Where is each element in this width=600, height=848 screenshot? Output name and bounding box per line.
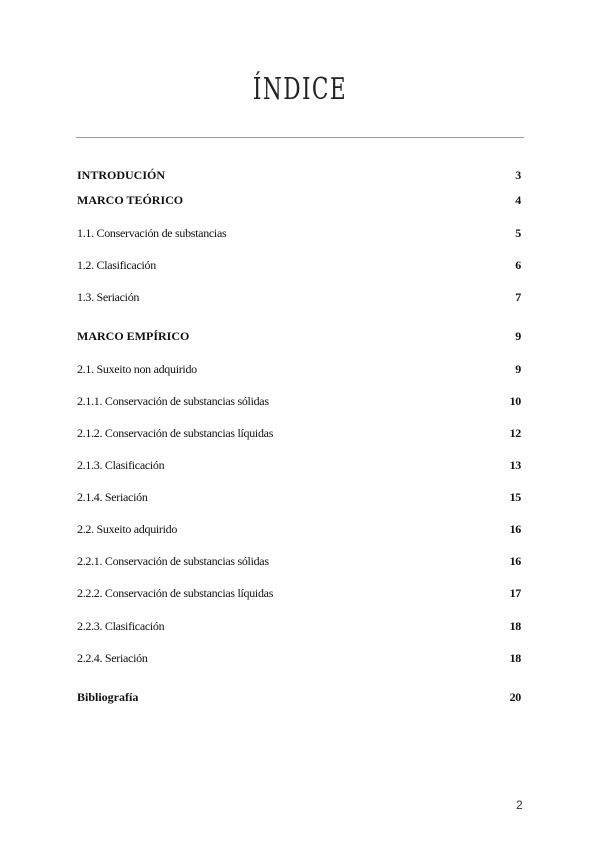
toc-row-2-1[interactable]	[77, 362, 521, 376]
toc-row-label: MARCO TEÓRICO	[77, 193, 184, 207]
toc-row-1-3[interactable]	[77, 290, 521, 304]
toc-row-label: 2.1.1. Conservación de substancias sólidas	[77, 394, 269, 408]
toc-row-page: 5	[515, 226, 521, 240]
toc-row-1-1[interactable]	[77, 226, 521, 240]
toc-row-page: 4	[515, 193, 521, 207]
toc-row-page: 17	[509, 586, 521, 600]
toc-row-marco-empirico[interactable]	[77, 329, 521, 343]
toc-row-page: 3	[515, 168, 521, 182]
toc-row-page: 15	[509, 490, 521, 504]
title-divider	[76, 137, 524, 138]
toc-row-marco-teorico[interactable]	[77, 193, 521, 207]
toc-row-2-1-2[interactable]	[77, 426, 521, 440]
toc-row-page: 7	[515, 290, 521, 304]
toc-row-label: 2.2.3. Clasificación	[77, 619, 165, 633]
toc-row-page: 9	[515, 329, 521, 343]
toc-row-2-2-1[interactable]	[77, 554, 521, 568]
toc-row-2-1-1[interactable]	[77, 394, 521, 408]
toc-row-2-2[interactable]	[77, 522, 521, 536]
page-title: ÍNDICE	[252, 72, 348, 107]
toc-row-label: 2.1.3. Clasificación	[77, 458, 165, 472]
toc-row-2-2-2[interactable]	[77, 586, 521, 600]
toc-row-label: 2.1.4. Seriación	[77, 490, 148, 504]
toc-row-label: 2.1. Suxeito non adquirido	[77, 362, 197, 376]
toc-row-label: Bibliografía	[77, 690, 139, 704]
toc-row-page: 16	[509, 554, 521, 568]
toc-row-page: 13	[509, 458, 521, 472]
toc-row-label: 2.2.2. Conservación de substancias líquidas	[77, 586, 274, 600]
page-number: 2	[516, 798, 523, 812]
toc-row-label: 2.2.4. Seriación	[77, 651, 148, 665]
toc-row-2-1-4[interactable]	[77, 490, 521, 504]
toc-row-introducion[interactable]	[77, 168, 521, 182]
toc-row-label: 2.1.2. Conservación de substancias líquidas	[77, 426, 274, 440]
toc-row-label: 2.2. Suxeito adquirido	[77, 522, 178, 536]
toc-row-bibliografia[interactable]	[77, 690, 521, 704]
toc-row-page: 20	[509, 690, 521, 704]
toc-row-2-2-3[interactable]	[77, 619, 521, 633]
toc-row-page: 6	[515, 258, 521, 272]
toc-row-page: 18	[509, 651, 521, 665]
toc-row-2-1-3[interactable]	[77, 458, 521, 472]
toc-row-page: 9	[515, 362, 521, 376]
toc-row-page: 10	[509, 394, 521, 408]
toc-row-label: 1.3. Seriación	[77, 290, 140, 304]
toc-row-1-2[interactable]	[77, 258, 521, 272]
toc-row-2-2-4[interactable]	[77, 651, 521, 665]
toc-row-label: 2.2.1. Conservación de substancias sólidas	[77, 554, 269, 568]
toc-row-page: 16	[509, 522, 521, 536]
toc-row-label: 1.2. Clasificación	[77, 258, 156, 272]
toc-row-label: MARCO EMPÍRICO	[77, 329, 190, 343]
toc-row-page: 18	[509, 619, 521, 633]
toc-row-label: INTRODUCIÓN	[77, 168, 166, 182]
toc-row-label: 1.1. Conservación de substancias	[77, 226, 227, 240]
toc-row-page: 12	[509, 426, 521, 440]
